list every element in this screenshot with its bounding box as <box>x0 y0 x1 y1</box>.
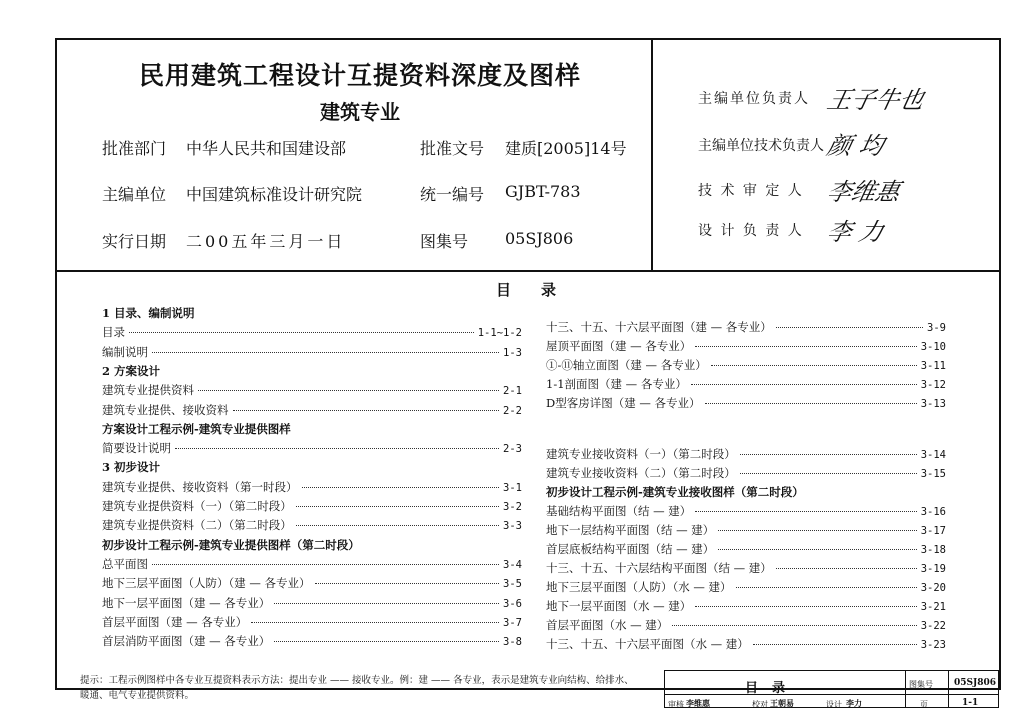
check-label: 校对 <box>752 700 768 709</box>
toc-section-heading: 初步设计工程示例-建筑专业接收图样（第二时段） <box>546 485 804 500</box>
atlas-no: 05SJ806 <box>505 229 574 248</box>
page-number: 1-1 <box>962 698 979 708</box>
toc-entry-page: 3-14 <box>920 449 946 462</box>
toc-entry[interactable] <box>546 395 946 411</box>
toc-entry-title: 地下三层平面图（人防）（水 — 建） <box>546 580 732 595</box>
toc-entry-title: ①-⑪轴立面图（建 — 各专业） <box>546 358 707 372</box>
toc-entry[interactable] <box>102 556 522 572</box>
toc-entry-page: 3-22 <box>920 620 946 633</box>
toc-entry-page: 2-1 <box>503 385 522 398</box>
footnote: 提示：工程示例图样中各专业互提资料表示方法：提出专业 —— 接收专业。例：建 —— 各专业，表示是建筑专业向结构、给排水、暖通、电气专业提供资料。 <box>80 675 634 701</box>
approval-doc-label: 批准文号 <box>420 139 485 158</box>
toc-entry-title: 简要设计说明 <box>102 441 171 456</box>
toc-leader-dots <box>233 410 500 411</box>
toc-entry[interactable] <box>546 579 946 595</box>
toc-entry[interactable] <box>546 338 946 354</box>
toc-leader-dots <box>296 525 499 526</box>
toc-entry-page: 3-21 <box>920 601 946 614</box>
checker: 王朝易 <box>770 698 794 708</box>
toc-entry-title: 目录 <box>102 325 125 340</box>
toc-entry[interactable] <box>102 498 522 514</box>
toc-leader-dots <box>198 390 499 391</box>
toc-entry-title: 编制说明 <box>102 344 148 359</box>
toc-entry[interactable] <box>102 595 522 611</box>
toc-entry-title: 建筑专业提供、接收资料 <box>102 402 229 417</box>
toc-leader-dots <box>251 622 499 623</box>
toc-entry-page: 2-2 <box>503 404 522 417</box>
responsible-role: 主编单位技术负责人 <box>698 138 824 154</box>
unified-no-label: 统一编号 <box>420 185 485 204</box>
toc-entry-title: 1-1剖面图（建 — 各专业） <box>546 377 687 391</box>
toc-leader-dots <box>740 454 917 455</box>
review-label: 审核 <box>668 700 684 709</box>
toc-entry[interactable] <box>546 446 946 462</box>
toc-entry-title: 建筑专业提供资料（一）（第二时段） <box>102 499 292 513</box>
toc-entry-page: 3-20 <box>920 582 946 595</box>
title-block-divider <box>905 670 906 708</box>
toc-leader-dots <box>695 606 916 607</box>
toc-leader-dots <box>302 487 500 488</box>
toc-entry-page: 3-23 <box>920 639 946 652</box>
toc-leader-dots <box>296 506 499 507</box>
toc-entry-page: 3-1 <box>503 481 522 494</box>
toc-leader-dots <box>718 549 916 550</box>
toc-entry[interactable] <box>546 617 946 633</box>
signature: 王子牛也 <box>824 86 927 114</box>
toc-entry-title: 建筑专业提供资料（二）（第二时段） <box>102 518 292 533</box>
toc-section-heading: 初步设计工程示例-建筑专业提供图样（第二时段） <box>102 537 360 552</box>
signature: 颜 均 <box>824 132 887 160</box>
editor-label: 主编单位 <box>102 185 167 204</box>
header-divider-vertical <box>651 40 653 270</box>
toc-entry-title: 首层底板结构平面图（结 — 建） <box>546 542 715 557</box>
toc-entry-title: 首层消防平面图（建 — 各专业） <box>102 634 271 649</box>
toc-leader-dots <box>776 327 923 328</box>
toc-entry-title: 首层平面图（水 — 建） <box>546 618 669 633</box>
toc-entry[interactable] <box>546 319 946 335</box>
toc-section-heading: 方案设计工程示例-建筑专业提供图样 <box>102 421 291 436</box>
toc-entry[interactable] <box>102 440 522 456</box>
signature: 李维惠 <box>824 178 903 206</box>
toc-entry-page: 3-11 <box>920 360 946 372</box>
toc-entry[interactable] <box>546 503 946 519</box>
designer: 李力 <box>846 698 862 708</box>
toc-entry-title: 首层平面图（建 — 各专业） <box>102 614 248 629</box>
toc-entry-page: 3-7 <box>503 616 522 629</box>
page-label: 页 <box>920 700 928 709</box>
toc-entry-title: 十三、十五、十六层结构平面图（结 — 建） <box>546 561 772 576</box>
toc-entry-page: 3-5 <box>503 578 522 591</box>
toc-entry[interactable] <box>102 479 522 495</box>
approval-dept-label: 批准部门 <box>102 139 167 158</box>
atlas-no-label: 图集号 <box>420 232 469 251</box>
page-title: 民用建筑工程设计互提资料深度及图样 <box>138 61 581 90</box>
title-block-atlas-label: 图集号 <box>909 680 933 689</box>
toc-entry[interactable] <box>102 324 522 340</box>
editor: 中国建筑标准设计研究院 <box>186 185 363 204</box>
toc-leader-dots <box>274 603 499 604</box>
toc-entry-page: 3-12 <box>920 379 946 391</box>
toc-leader-dots <box>695 511 916 512</box>
toc-leader-dots <box>705 403 917 404</box>
toc-entry-title: 地下一层结构平面图（结 — 建） <box>546 523 715 538</box>
toc-entry[interactable] <box>102 517 522 533</box>
toc-section-heading: 3 初步设计 <box>102 460 161 475</box>
toc-heading: 目录 <box>496 281 587 299</box>
date-label: 实行日期 <box>102 232 167 251</box>
toc-leader-dots <box>711 365 917 366</box>
toc-leader-dots <box>152 564 499 565</box>
toc-entry[interactable] <box>546 522 946 538</box>
toc-entry[interactable] <box>546 598 946 614</box>
toc-entry[interactable] <box>546 541 946 557</box>
toc-entry[interactable] <box>546 465 946 481</box>
toc-entry-title: 屋顶平面图（建 — 各专业） <box>546 339 692 353</box>
toc-entry-title: 建筑专业提供、接收资料（第一时段） <box>102 479 298 494</box>
toc-entry[interactable] <box>102 633 522 649</box>
toc-entry-title: 地下一层平面图（建 — 各专业） <box>102 595 271 610</box>
page-subtitle: 建筑专业 <box>320 100 400 124</box>
design-label: 设计 <box>826 700 842 709</box>
toc-entry-title: 建筑专业提供资料 <box>102 383 194 398</box>
approval-doc: 建质[2005]14号 <box>505 139 627 158</box>
toc-entry-page: 3-19 <box>920 563 946 576</box>
toc-leader-dots <box>175 448 499 449</box>
toc-leader-dots <box>695 346 916 347</box>
toc-entry-title: 十三、十五、十六层平面图（建 — 各专业） <box>546 320 772 334</box>
toc-entry-page: 1-3 <box>503 346 522 359</box>
toc-leader-dots <box>315 583 499 584</box>
toc-entry-page: 3-3 <box>503 520 522 533</box>
toc-leader-dots <box>753 644 917 645</box>
toc-section-heading: 1 目录、编制说明 <box>102 306 195 320</box>
effective-date: 二00五年三月一日 <box>186 232 346 251</box>
toc-leader-dots <box>736 587 917 588</box>
toc-entry-title: 地下一层平面图（水 — 建） <box>546 599 692 614</box>
toc-entry-page: 3-2 <box>503 501 522 513</box>
toc-entry-page: 3-10 <box>920 341 946 353</box>
toc-entry-page: 3-9 <box>927 322 946 334</box>
toc-entry[interactable] <box>102 614 522 630</box>
signature: 李 力 <box>824 218 887 246</box>
toc-entry-page: 3-6 <box>503 597 522 610</box>
toc-entry[interactable] <box>102 344 522 360</box>
title-block-atlas-no: 05SJ806 <box>954 678 997 688</box>
toc-entry-page: 3-4 <box>503 558 522 571</box>
responsible-role: 主编单位负责人 <box>698 91 810 107</box>
toc-entry-page: 3-13 <box>920 398 946 410</box>
toc-entry[interactable] <box>546 560 946 576</box>
approval-dept: 中华人民共和国建设部 <box>186 139 347 158</box>
toc-entry-page: 3-8 <box>503 636 522 649</box>
toc-leader-dots <box>691 384 917 385</box>
toc-entry-page: 1-1~1-2 <box>477 327 522 340</box>
toc-leader-dots <box>129 332 474 333</box>
toc-entry-page: 3-16 <box>920 506 946 519</box>
toc-entry-title: D型客房详图（建 — 各专业） <box>546 396 701 410</box>
toc-leader-dots <box>274 641 499 642</box>
toc-entry-title: 基础结构平面图（结 — 建） <box>546 504 692 519</box>
title-block-title: 目录 <box>745 681 800 696</box>
toc-entry-title: 建筑专业接收资料（二）（第二时段） <box>546 466 736 481</box>
title-block-divider <box>948 670 949 708</box>
toc-entry-page: 3-15 <box>920 468 946 481</box>
toc-entry-title: 建筑专业接收资料（一）（第二时段） <box>546 447 736 462</box>
toc-entry-title: 地下三层平面图（人防）（建 — 各专业） <box>102 576 311 591</box>
toc-entry-page: 3-17 <box>920 525 946 538</box>
toc-entry[interactable] <box>102 382 522 398</box>
toc-entry[interactable] <box>546 636 946 652</box>
unified-no: GJBT-783 <box>505 182 581 201</box>
toc-entry[interactable] <box>546 357 946 373</box>
toc-section-heading: 2 方案设计 <box>102 363 161 378</box>
toc-entry-title: 总平面图 <box>102 556 148 571</box>
responsible-role: 技 术 审 定 人 <box>698 183 804 199</box>
header-divider-horizontal <box>57 270 999 272</box>
toc-leader-dots <box>718 530 916 531</box>
toc-leader-dots <box>152 352 499 353</box>
toc-entry[interactable] <box>546 376 946 392</box>
toc-entry-page: 3-18 <box>920 544 946 557</box>
toc-leader-dots <box>740 473 917 474</box>
toc-leader-dots <box>672 625 916 626</box>
reviewer: 李维惠 <box>686 698 710 708</box>
toc-entry[interactable] <box>102 575 522 591</box>
toc-entry-page: 2-3 <box>503 443 522 456</box>
toc-entry-title: 十三、十五、十六层平面图（水 — 建） <box>546 637 749 652</box>
toc-leader-dots <box>776 568 917 569</box>
toc-entry[interactable] <box>102 402 522 418</box>
responsible-role: 设 计 负 责 人 <box>698 223 804 239</box>
